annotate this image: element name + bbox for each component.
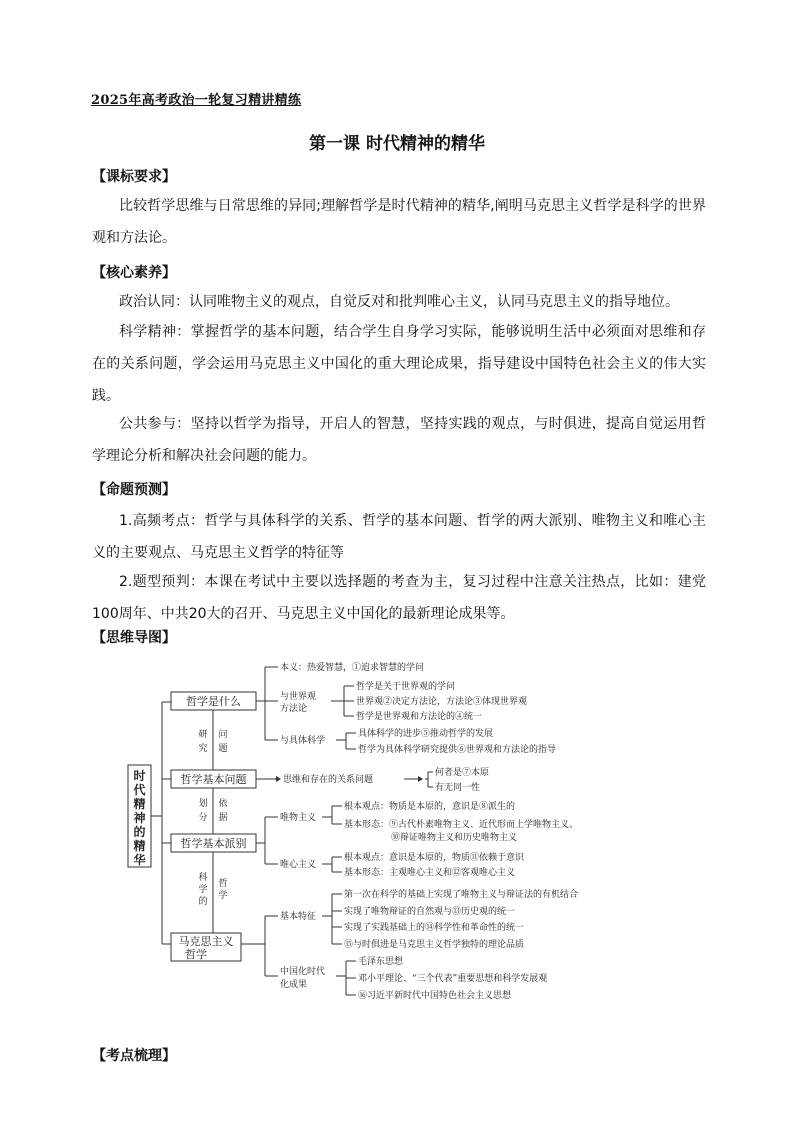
root-char: 代 [133, 783, 146, 797]
feature-item: 第一次在科学的基础上实现了唯物主义与辩证法的有机结合 [344, 890, 579, 900]
connector-char: 问 [218, 730, 228, 740]
section-heading-mindmap: 【思维导图】 [92, 630, 176, 646]
connector-char: 科 [198, 873, 208, 883]
root-char: 华 [133, 853, 146, 867]
section-heading-kaodian: 【考点梳理】 [92, 1048, 176, 1064]
branch-marxism-links [241, 916, 278, 976]
section-heading-prediction: 【命题预测】 [92, 482, 176, 498]
curriculum-paragraph: 比较哲学思维与日常思维的异同;理解哲学是时代精神的精华,阐明马克思主义哲学是科学的世界观和方法论。 [92, 198, 706, 246]
science-item: 具体科学的进步⑤推动哲学的发展 [358, 729, 494, 739]
connector-char: 据 [218, 813, 228, 823]
feature-item: 实现了唯物辩证的自然观与⑬历史观的统一 [344, 907, 516, 917]
box-label: 马克思主义 [178, 935, 234, 948]
sinicization-label: 中国化时代 [280, 967, 326, 977]
connector-char: 的 [198, 897, 208, 907]
worldview-item: 哲学是世界观和方法论的④统一 [356, 712, 483, 722]
materialism-label: 唯物主义 [280, 813, 317, 823]
connector-char: 研 [198, 730, 208, 740]
idealism-item: 根本观点：意识是本原的，物质⑪依赖于意识 [344, 853, 525, 863]
sinicization-label: 化成果 [280, 980, 308, 990]
what-worldview-label: 方法论 [280, 704, 308, 714]
worldview-links [331, 686, 354, 716]
sinicization-item: 邓小平理论、“三个代表”重要思想和科学发展观 [358, 974, 548, 984]
idealism-label: 唯心主义 [280, 860, 317, 870]
box-label: 哲学基本问题 [180, 773, 247, 786]
section-heading-curriculum: 【课标要求】 [92, 169, 176, 185]
sinicization-item: 毛泽东思想 [358, 957, 404, 967]
worldview-item: 哲学是关于世界观的学问 [356, 682, 456, 692]
arrow-icon [418, 776, 423, 782]
box-label: 哲学 [185, 948, 207, 961]
connector-char: 究 [198, 744, 208, 754]
document-header: 2025年高考政治一轮复习精讲精练 [91, 93, 302, 108]
basic-question-item: 何者是⑦本原 [435, 768, 490, 778]
box-label: 哲学是什么 [186, 695, 241, 708]
worldview-item: 世界观②决定方法论，方法论③体现世界观 [356, 697, 528, 707]
materialism-links [322, 806, 342, 824]
materialism-item: 根本观点：物质是本原的，意识是⑧派生的 [344, 802, 516, 812]
basic-question-sub-links [425, 772, 433, 787]
literacy-paragraph-2: 科学精神：掌握哲学的基本问题，结合学生自身学习实际，能够说明生活中必须面对思维和存在的关系问题，学会运用马克思主义中国化的重大理论成果，指导建设中国特色社会主义的伟大实践。 [92, 324, 706, 404]
what-worldview-label: 与世界观 [280, 692, 317, 702]
connector-char: 题 [218, 744, 228, 754]
sinicization-links [336, 961, 356, 995]
science-item: 哲学为具体科学研究提供⑥世界观和方法论的指导 [358, 745, 557, 755]
root-connectors [151, 702, 171, 944]
basic-question-item: 有无同一性 [435, 783, 481, 793]
section-heading-literacy: 【核心素养】 [92, 265, 176, 281]
connector-char: 哲 [218, 879, 228, 889]
prediction-paragraph-1: 1.高频考点：哲学与具体科学的关系、哲学的基本问题、哲学的两大派别、唯物主义和唯心主义的主要观点、马克思主义哲学的特征等 [92, 513, 706, 561]
literacy-paragraph-3: 公共参与：坚持以哲学为指导，开启人的智慧，坚持实践的观点，与时俱进，提高自觉运用哲学理论分析和解决社会问题的能力。 [92, 416, 706, 464]
lesson-title: 第一课 时代精神的精华 [309, 134, 485, 154]
connector-char: 分 [198, 813, 208, 823]
idealism-links [322, 857, 342, 872]
features-label: 基本特征 [280, 912, 317, 922]
feature-item: 实现了实践基础上的⑭科学性和革命性的统一 [344, 923, 525, 933]
root-char: 神 [133, 811, 146, 825]
features-links [322, 894, 342, 944]
science-links [336, 733, 356, 749]
materialism-item: ⑩辩证唯物主义和历史唯物主义 [391, 833, 518, 843]
branch-schools-links [256, 817, 278, 864]
what-benyi: 本义：热爱智慧，①追求智慧的学问 [280, 663, 425, 673]
connector-char: 依 [218, 799, 228, 809]
root-char: 精 [133, 797, 146, 811]
arrow-icon [276, 776, 281, 782]
literacy-paragraph-1: 政治认同：认同唯物主义的观点，自觉反对和批判唯心主义，认同马克思主义的指导地位。 [119, 294, 679, 310]
branch-what-links [256, 667, 278, 740]
sinicization-item: ⑯习近平新时代中国特色社会主义思想 [358, 991, 512, 1001]
connector-char: 学 [198, 885, 208, 895]
materialism-item: 基本形态：⑨古代朴素唯物主义、近代形而上学唯物主义、 [344, 820, 579, 830]
connector-char: 划 [198, 799, 208, 809]
root-char: 时 [133, 769, 146, 783]
basic-question-label: 思维和存在的关系问题 [283, 775, 374, 785]
prediction-paragraph-2: 2.题型预判：本课在考试中主要以选择题的考查为主，复习过程中注意关注热点，比如：建党100周年、中共20大的召开、马克思主义中国化的最新理论成果等。 [92, 574, 706, 622]
what-science-label: 与具体科学 [280, 736, 326, 746]
feature-item: ⑮与时俱进是马克思主义哲学独特的理论品质 [344, 940, 525, 950]
connector-char: 学 [218, 891, 228, 901]
root-char: 的 [133, 825, 146, 839]
root-char: 精 [133, 839, 146, 853]
idealism-item: 基本形态：主观唯心主义和⑫客观唯心主义 [344, 868, 516, 878]
box-label: 哲学基本派别 [180, 837, 247, 850]
